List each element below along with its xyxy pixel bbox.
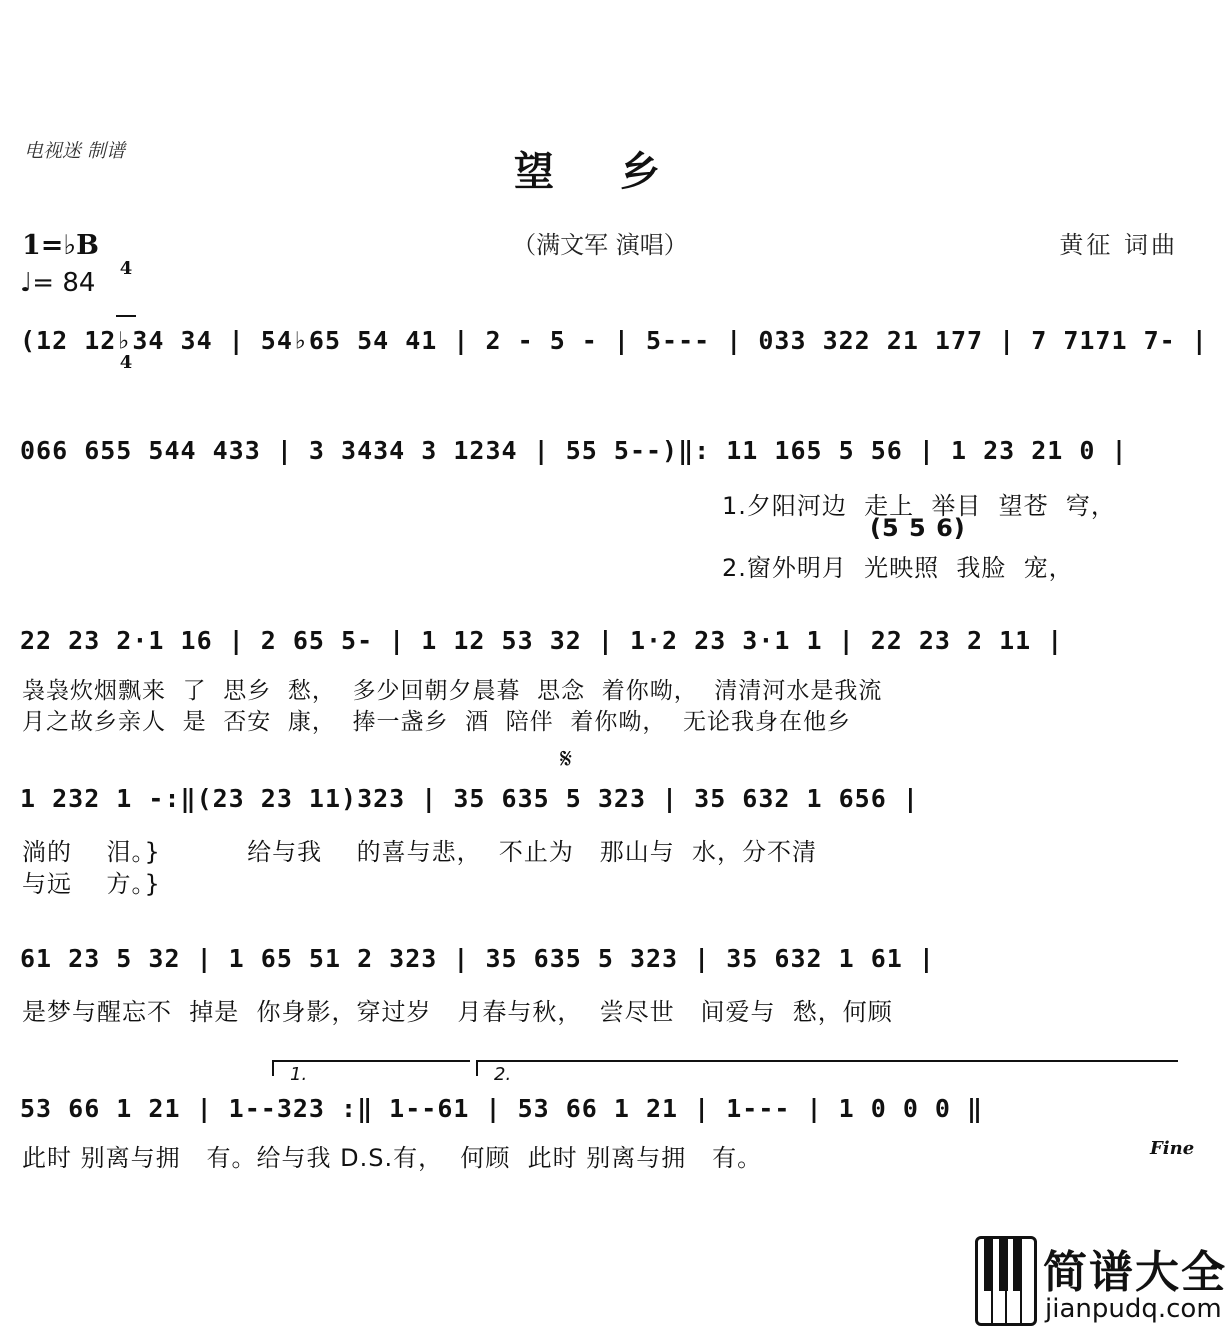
composer: 黄征 词曲 [1059,231,1178,259]
time-signature [116,224,136,390]
volta-2-label: 2. [494,1064,512,1085]
lyric-row-2-verse-1: 1.夕阳河边 走上 举目 望苍 穹， [722,492,1116,520]
time-signature-line [116,315,136,317]
notation-row-3: 22 23 2·1 16 | 2 65 5- | 1 12 53 32 | 1·2 23 3·1 1 | 22 23 2 11 | [20,626,1064,655]
time-signature-top: 4 [119,258,133,279]
tempo-marking: ♩= 84 [20,268,96,298]
lyric-row-3-verse-1: 袅袅炊烟飘来 了 思乡 愁， 多少回朝夕晨暮 思念 着你呦， 清清河水是我流 [22,678,883,704]
segno-mark: 𝄋 [560,742,573,775]
notation-row-4: 1 232 1 -:‖(23 23 11)323 | 35 635 5 323 | 35 632 1 656 | [20,784,919,813]
song-title: 望 乡 [514,148,686,195]
lyric-row-2-verse-2: 2.窗外明月 光映照 我脸 宠， [722,554,1074,582]
lyric-row-4-verse-1: 淌的 泪。} 给与我 的喜与悲， 不止为 那山与 水，分不清 [22,838,817,866]
notation-row-6: 53 66 1 21 | 1--323 :‖ 1--61 | 53 66 1 21 | 1--- | 1 0 0 0 ‖ [20,1094,984,1123]
logo-url: jianpudq.com [1045,1294,1222,1324]
lyric-row-6-verse-1: 此时 别离与拥 有。给与我 D.S.有， 何顾 此时 别离与拥 有。 [22,1144,763,1172]
time-signature-bottom: 4 [119,352,133,373]
site-logo [975,1236,1227,1326]
lyric-row-3-verse-2: 月之故乡亲人 是 否安 康， 捧一盏乡 酒 陪伴 着你呦， 无论我身在他乡 [22,709,851,735]
lyric-row-2-alt-notes: (5 5 6) [870,514,966,542]
arranger-credit: 电视迷 制谱 [24,140,126,162]
lyric-row-5-verse-1: 是梦与醒忘不 掉是 你身影，穿过岁 月春与秋， 尝尽世 间爱与 愁，何顾 [22,998,893,1026]
logo-name: 简谱大全 [1043,1247,1227,1298]
notation-row-1: (12 12♭34 34 | 54♭65 54 41 | 2 - 5 - | 5--- | 033 322 21 177 | 7 7171 7- | [20,326,1208,355]
notation-row-2: 066 655 544 433 | 3 3434 3 1234 | 55 5--)‖: 11 165 5 56 | 1 23 21 0 | [20,436,1128,465]
lyric-row-4-verse-2: 与远 方。} [22,870,161,898]
key-signature: 1=♭B [22,230,99,261]
notation-row-5: 61 23 5 32 | 1 65 51 2 323 | 35 635 5 323 | 35 632 1 61 | [20,944,935,973]
piano-keys-icon [975,1236,1037,1326]
performer: （满文军 演唱） [512,231,688,259]
fine-mark: Fine [1150,1138,1195,1159]
volta-1-label: 1. [290,1064,308,1085]
volta-2-bracket [476,1060,1178,1085]
volta-1-bracket [272,1060,470,1085]
